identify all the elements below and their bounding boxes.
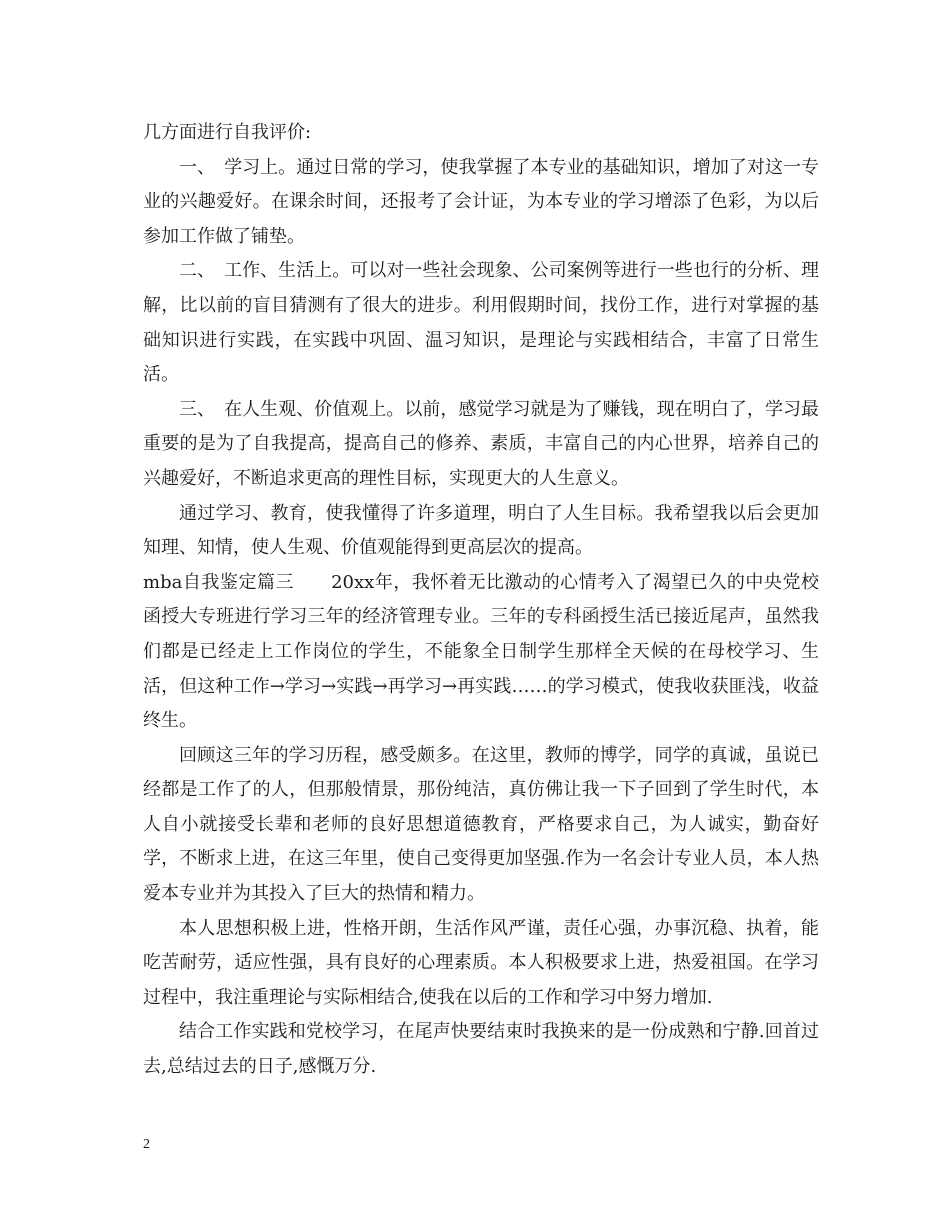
paragraph-section-three: mba自我鉴定篇三 20xx年，我怀着无比激动的心情考入了渴望已久的中央党校函授大专班进行学习三年的经济管理专业。三年的专科函授生活已接近尾声，虽然我们都是已经走上工作岗位的学生，不能象全日制学生那样全天候的在母校学习、生活，但这种工作→学习→实践→再学习→再实践……的学习模式，使我收获匪浅，收益终生。 <box>143 571 819 732</box>
page-number: 2 <box>143 1137 150 1152</box>
paragraph-values: 三、 在人生观、价值观上。以前，感觉学习就是为了赚钱，现在明白了，学习最重要的是为了自我提高，提高自己的修养、素质，丰富自己的内心世界，培养自己的兴趣爱好，不断追求更高的理性目标，实现更大的人生意义。 <box>143 398 819 489</box>
paragraph-review: 回顾这三年的学习历程，感受颇多。在这里，教师的博学，同学的真诚，虽说已经都是工作了的人，但那般情景，那份纯洁，真仿佛让我一下子回到了学生时代，本人自小就接受长辈和老师的良好思想道德教育，严格要求自己，为人诚实，勤奋好学，不断求上进，在这三年里，使自己变得更加坚强.作为一名会计专业人员，本人热爱本专业并为其投入了巨大的热情和精力。 <box>143 744 819 905</box>
paragraph-work-life: 二、 工作、生活上。可以对一些社会现象、公司案例等进行一些也行的分析、理解，比以前的盲目猜测有了很大的进步。利用假期时间，找份工作，进行对掌握的基础知识进行实践，在实践中巩固、温习知识，是理论与实践相结合，丰富了日常生活。 <box>143 260 819 386</box>
document-body <box>143 116 819 1085</box>
paragraph-conclusion: 结合工作实践和党校学习，在尾声快要结束时我换来的是一份成熟和宁静.回首过去,总结过去的日子,感慨万分. <box>143 1021 819 1078</box>
paragraph-character: 本人思想积极上进，性格开朗，生活作风严谨，责任心强，办事沉稳、执着，能吃苦耐劳，适应性强，具有良好的心理素质。本人积极要求上进，热爱祖国。在学习过程中，我注重理论与实际相结合,使我在以后的工作和学习中努力增加. <box>143 917 819 1008</box>
paragraph-study: 一、 学习上。通过日常的学习，使我掌握了本专业的基础知识，增加了对这一专业的兴趣爱好。在课余时间，还报考了会计证，为本专业的学习增添了色彩，为以后参加工作做了铺垫。 <box>143 156 819 247</box>
paragraph-summary: 通过学习、教育，使我懂得了许多道理，明白了人生目标。我希望我以后会更加知理、知情，使人生观、价值观能得到更高层次的提高。 <box>143 502 819 559</box>
paragraph-intro: 几方面进行自我评价: <box>143 122 312 143</box>
